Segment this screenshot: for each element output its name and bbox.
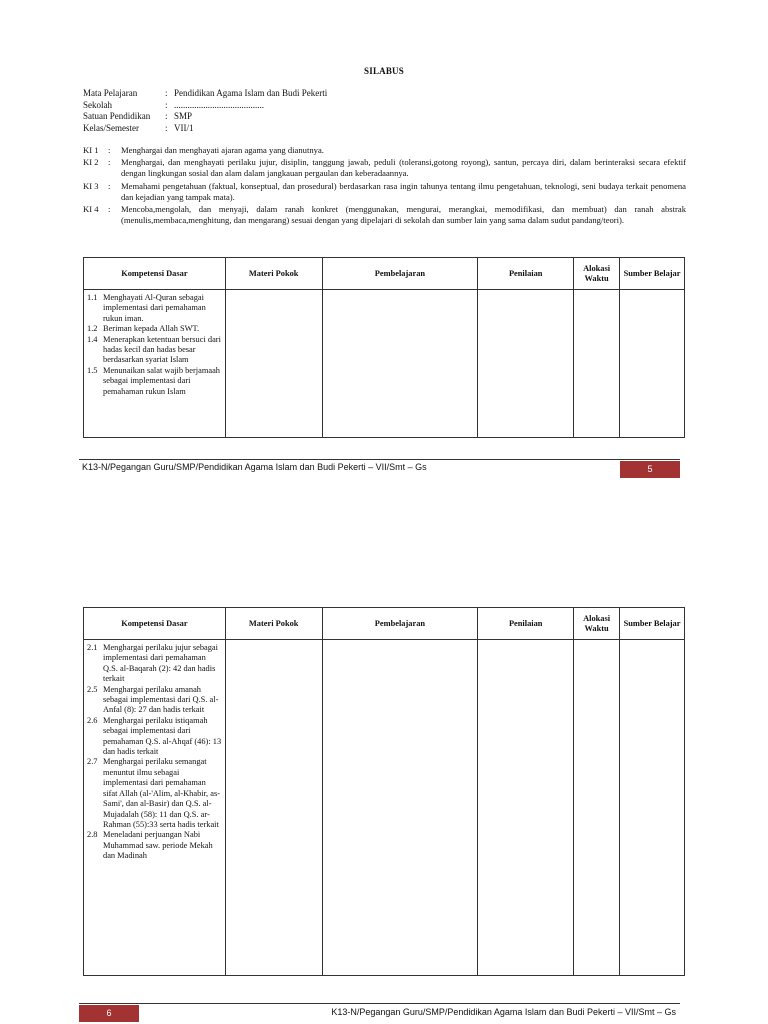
page-number: 6 [79, 1005, 139, 1022]
meta-row-subject [83, 88, 327, 100]
header-penilaian: Penilaian [478, 608, 574, 640]
kd-text: Menerapkan ketentuan bersuci dari hadas kecil dan hadas besar berdasarkan syariat Islam [103, 334, 221, 365]
ki-code: KI 2 [83, 157, 99, 168]
ki-item [83, 145, 686, 156]
meta-colon: : [165, 99, 168, 110]
alokasi-cell [574, 640, 620, 976]
kd-text: Beriman kepada Allah SWT. [103, 324, 200, 334]
kd-item [87, 324, 222, 334]
meta-colon: : [165, 88, 168, 98]
syllabus-meta [83, 88, 327, 134]
kd-number: 2.1 [87, 643, 98, 652]
table-row [84, 640, 685, 976]
meta-colon: : [165, 111, 168, 121]
header-alokasi-waktu: Alokasi Waktu [574, 608, 620, 640]
kd-item [87, 293, 222, 324]
meta-value: VII/1 [174, 122, 194, 133]
header-materi-pokok: Materi Pokok [225, 258, 322, 290]
kd-text: Menghayati Al-Quran sebagai implementasi dari pemahaman rukun iman. [103, 293, 206, 323]
kd-item [87, 335, 222, 366]
kd-number: 2.7 [87, 757, 98, 767]
page-title: SILABUS [364, 66, 404, 76]
ki-item [83, 157, 686, 179]
sumber-cell [620, 290, 685, 438]
kd-text: Menunaikan salat wajib berjamaah sebagai implementasi dari pemahaman rukun Islam [103, 365, 220, 396]
kd-item [87, 830, 222, 861]
kd-item [87, 643, 222, 685]
kd-text: Meneladani perjuangan Nabi Muhammad saw. periode Mekah dan Madinah [103, 830, 213, 861]
footer-text: K13-N/Pegangan Guru/SMP/Pendidikan Agama Islam dan Budi Pekerti – VII/Smt – Gs [331, 1007, 676, 1017]
header-pembelajaran: Pembelajaran [322, 608, 478, 640]
materi-cell [225, 290, 322, 438]
ki-text: Memahami pengetahuan (faktual, konseptual, dan prosedural) berdasarkan rasa ingin tahunya tentang ilmu pengetahuan, teknologi, seni budaya terkait penomena dan kejadian yang tampak mata). [121, 180, 686, 202]
syllabus-table-1 [83, 257, 685, 438]
kd-number: 1.4 [87, 334, 98, 344]
kd-text: Menghargai perilaku jujur sebagai implementasi dari pemahaman Q.S. al-Baqarah (2): 42 dan hadis terkait [103, 643, 218, 684]
kd-text: Menghargai perilaku istiqamah sebagai implementasi dari pemahaman Q.S. al-Ahqaf (46): 13 dan hadis terkait [103, 715, 222, 757]
meta-row-school [83, 100, 327, 112]
kd-number: 2.8 [87, 830, 98, 840]
meta-label: Sekolah [83, 99, 112, 110]
kd-item [87, 716, 222, 758]
kd-text: Menghargai perilaku amanah sebagai implementasi dari Q.S. al-Anfal (8): 27 dan hadis terkait [103, 684, 219, 715]
kd-number: 1.1 [87, 293, 98, 302]
table-row [84, 290, 685, 438]
ki-colon: : [108, 204, 111, 215]
kd-number: 1.2 [87, 324, 98, 334]
page-number: 5 [620, 461, 680, 478]
header-kompetensi-dasar: Kompetensi Dasar [84, 608, 226, 640]
header-kompetensi-dasar: Kompetensi Dasar [84, 258, 226, 290]
ki-text: Mencoba,mengolah, dan menyaji, dalam ranah konkret (menggunakan, mengurai, merangkai, memodifikasi, dan membuat) dan ranah abstrak (menulis,membaca,menghitung, dan mengarang) sesuai dengan yang dipelajari di sekolah dan sumber lain yang sama dalam sudut pandang/teori). [121, 204, 686, 226]
kd-cell [84, 640, 226, 976]
ki-code: KI 4 [83, 204, 99, 215]
meta-row-class [83, 123, 327, 135]
meta-value: ........................................ [174, 99, 264, 110]
meta-row-unit [83, 111, 327, 123]
kd-number: 1.5 [87, 365, 98, 375]
kd-item [87, 757, 222, 830]
alokasi-cell [574, 290, 620, 438]
ki-code: KI 1 [83, 145, 99, 155]
materi-cell [225, 640, 322, 976]
kd-number: 2.5 [87, 684, 98, 694]
header-alokasi-waktu: Alokasi Waktu [574, 258, 620, 290]
header-sumber-belajar: Sumber Belajar [620, 608, 685, 640]
header-materi-pokok: Materi Pokok [225, 608, 322, 640]
kd-item [87, 366, 222, 397]
meta-value: Pendidikan Agama Islam dan Budi Pekerti [174, 88, 328, 98]
meta-label: Mata Pelajaran [83, 88, 138, 98]
meta-colon: : [165, 122, 168, 133]
pembelajaran-cell [322, 640, 478, 976]
syllabus-table-2 [83, 607, 685, 976]
header-penilaian: Penilaian [478, 258, 574, 290]
penilaian-cell [478, 640, 574, 976]
table-header-row [84, 258, 685, 290]
page-footer-5 [79, 459, 680, 475]
kd-text: Menghargai perilaku semangat menuntut ilmu sebagai implementasi dari pemahaman sifat Allah (al-'Alim, al-Khabir, as-Sami', dan al-Basir) dan Q.S. al-Mujadalah (58): 11 dan Q.S. ar-Rahman (55):33 serta hadis terkait [103, 757, 220, 829]
kd-cell [84, 290, 226, 438]
kd-item [87, 685, 222, 716]
ki-code: KI 3 [83, 180, 99, 191]
penilaian-cell [478, 290, 574, 438]
ki-text: Menghargai dan menghayati ajaran agama yang dianutnya. [121, 145, 324, 155]
ki-text: Menghargai, dan menghayati perilaku jujur, disiplin, tanggung jawab, peduli (toleransi,gotong royong), santun, percaya diri, dalam berinteraksi secara efektif dengan lingkungan sosial dan alam dalam jangkauan pergaulan dan keberadaannya. [121, 157, 686, 179]
core-competencies [83, 145, 686, 227]
pembelajaran-cell [322, 290, 478, 438]
meta-label: Satuan Pendidikan [83, 111, 151, 121]
meta-value: SMP [174, 111, 193, 121]
footer-rule [79, 459, 680, 460]
ki-colon: : [108, 157, 111, 168]
sumber-cell [620, 640, 685, 976]
header-sumber-belajar: Sumber Belajar [620, 258, 685, 290]
footer-rule [79, 1003, 680, 1004]
meta-label: Kelas/Semester [83, 122, 139, 133]
ki-colon: : [108, 180, 111, 191]
header-pembelajaran: Pembelajaran [322, 258, 478, 290]
ki-item [83, 204, 686, 226]
footer-text: K13-N/Pegangan Guru/SMP/Pendidikan Agama Islam dan Budi Pekerti – VII/Smt – Gs [82, 462, 427, 472]
ki-colon: : [108, 145, 111, 155]
page-footer-6 [79, 1003, 680, 1019]
ki-item [83, 181, 686, 203]
kd-number: 2.6 [87, 715, 98, 725]
table-header-row [84, 608, 685, 640]
